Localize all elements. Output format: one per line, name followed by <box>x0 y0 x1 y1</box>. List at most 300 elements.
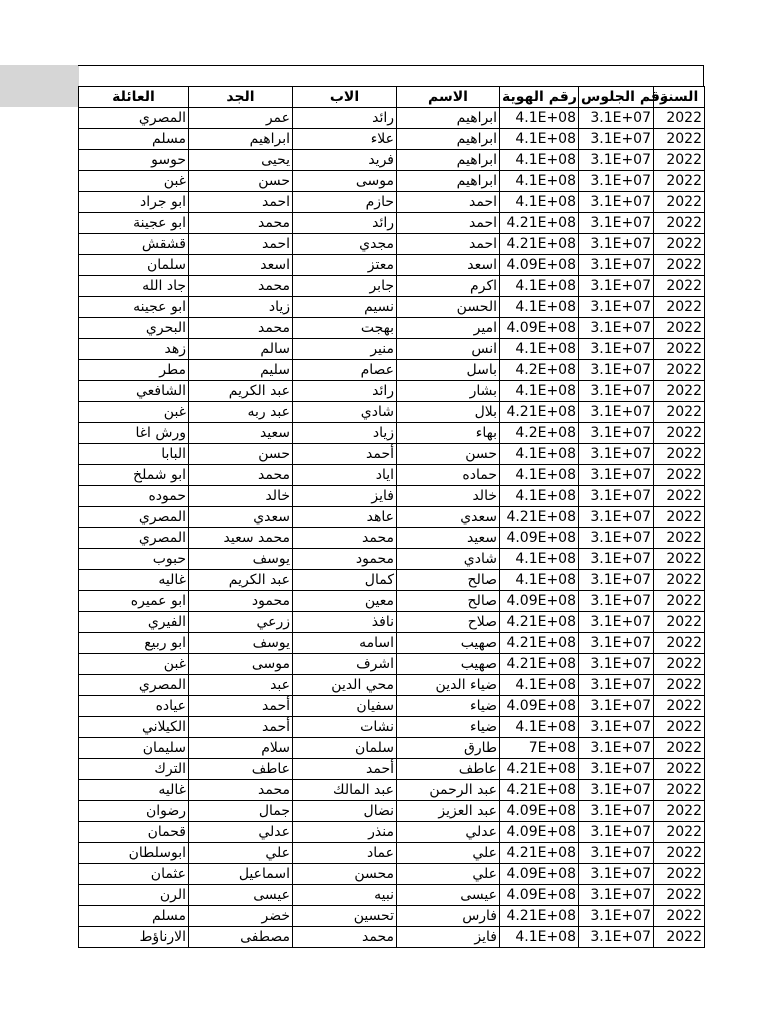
cell-grandfather[interactable]: عبد الكريم <box>189 570 293 591</box>
cell-seat-number[interactable]: 3.1E+07 <box>579 255 654 276</box>
cell-year[interactable]: 2022 <box>654 276 705 297</box>
cell-id-number[interactable]: 4.21E+08 <box>500 402 579 423</box>
cell-family[interactable]: ابو شملخ <box>79 465 189 486</box>
cell-seat-number[interactable]: 3.1E+07 <box>579 612 654 633</box>
cell-grandfather[interactable]: جمال <box>189 801 293 822</box>
cell-year[interactable]: 2022 <box>654 171 705 192</box>
cell-id-number[interactable]: 4.1E+08 <box>500 297 579 318</box>
cell-father[interactable]: بهجت <box>293 318 397 339</box>
cell-grandfather[interactable]: محمد <box>189 213 293 234</box>
cell-family[interactable]: الترك <box>79 759 189 780</box>
cell-grandfather[interactable]: محمد <box>189 276 293 297</box>
cell-id-number[interactable]: 4.1E+08 <box>500 465 579 486</box>
cell-year[interactable]: 2022 <box>654 906 705 927</box>
cell-grandfather[interactable]: خالد <box>189 486 293 507</box>
cell-year[interactable]: 2022 <box>654 150 705 171</box>
cell-grandfather[interactable]: سعيد <box>189 423 293 444</box>
cell-id-number[interactable]: 4.1E+08 <box>500 486 579 507</box>
cell-father[interactable]: جابر <box>293 276 397 297</box>
cell-year[interactable]: 2022 <box>654 885 705 906</box>
cell-grandfather[interactable]: علي <box>189 843 293 864</box>
cell-seat-number[interactable]: 3.1E+07 <box>579 339 654 360</box>
cell-year[interactable]: 2022 <box>654 759 705 780</box>
cell-name[interactable]: حسن <box>397 444 500 465</box>
cell-father[interactable]: نسيم <box>293 297 397 318</box>
cell-year[interactable]: 2022 <box>654 822 705 843</box>
cell-father[interactable]: عاهد <box>293 507 397 528</box>
table-row <box>79 612 705 633</box>
cell-seat-number[interactable]: 3.1E+07 <box>579 381 654 402</box>
cell-seat-number[interactable]: 3.1E+07 <box>579 591 654 612</box>
cell-family[interactable]: غبن <box>79 171 189 192</box>
table-row <box>79 150 705 171</box>
cell-year[interactable]: 2022 <box>654 339 705 360</box>
cell-year[interactable]: 2022 <box>654 108 705 129</box>
cell-id-number[interactable]: 4.1E+08 <box>500 675 579 696</box>
cell-grandfather[interactable]: عبد الكريم <box>189 381 293 402</box>
cell-year[interactable]: 2022 <box>654 927 705 948</box>
cell-family[interactable]: مسلم <box>79 129 189 150</box>
cell-id-number[interactable]: 4.21E+08 <box>500 507 579 528</box>
cell-grandfather[interactable]: أحمد <box>189 696 293 717</box>
cell-name[interactable]: علي <box>397 843 500 864</box>
table-row <box>79 633 705 654</box>
cell-grandfather[interactable]: اسماعيل <box>189 864 293 885</box>
cell-name[interactable]: عاطف <box>397 759 500 780</box>
cell-id-number[interactable]: 4.1E+08 <box>500 129 579 150</box>
cell-id-number[interactable]: 4.1E+08 <box>500 171 579 192</box>
cell-name[interactable]: اكرم <box>397 276 500 297</box>
cell-year[interactable]: 2022 <box>654 255 705 276</box>
cell-id-number[interactable]: 4.1E+08 <box>500 717 579 738</box>
cell-father[interactable]: عبد المالك <box>293 780 397 801</box>
cell-year[interactable]: 2022 <box>654 549 705 570</box>
cell-grandfather[interactable]: موسى <box>189 654 293 675</box>
cell-grandfather[interactable]: أحمد <box>189 717 293 738</box>
cell-id-number[interactable]: 4.09E+08 <box>500 864 579 885</box>
cell-father[interactable]: علاء <box>293 129 397 150</box>
cell-id-number[interactable]: 4.21E+08 <box>500 906 579 927</box>
cell-father[interactable]: شادي <box>293 402 397 423</box>
cell-grandfather[interactable]: يوسف <box>189 549 293 570</box>
cell-year[interactable]: 2022 <box>654 738 705 759</box>
cell-grandfather[interactable]: حسن <box>189 444 293 465</box>
cell-name[interactable]: اسعد <box>397 255 500 276</box>
cell-grandfather[interactable]: سليم <box>189 360 293 381</box>
cell-year[interactable]: 2022 <box>654 318 705 339</box>
cell-father[interactable]: زياد <box>293 423 397 444</box>
cell-name[interactable]: ابراهيم <box>397 108 500 129</box>
cell-family[interactable]: رضوان <box>79 801 189 822</box>
cell-name[interactable]: بلال <box>397 402 500 423</box>
cell-name[interactable]: شادي <box>397 549 500 570</box>
cell-id-number[interactable]: 4.09E+08 <box>500 801 579 822</box>
cell-seat-number[interactable]: 3.1E+07 <box>579 696 654 717</box>
cell-seat-number[interactable]: 3.1E+07 <box>579 465 654 486</box>
cell-family[interactable]: غبن <box>79 402 189 423</box>
cell-father[interactable]: اشرف <box>293 654 397 675</box>
cell-id-number[interactable]: 4.09E+08 <box>500 822 579 843</box>
cell-year[interactable]: 2022 <box>654 381 705 402</box>
cell-family[interactable]: الارناؤط <box>79 927 189 948</box>
cell-family[interactable]: ابو عجينة <box>79 213 189 234</box>
cell-id-number[interactable]: 4.1E+08 <box>500 927 579 948</box>
cell-year[interactable]: 2022 <box>654 843 705 864</box>
cell-year[interactable]: 2022 <box>654 696 705 717</box>
cell-grandfather[interactable]: اسعد <box>189 255 293 276</box>
cell-grandfather[interactable]: احمد <box>189 234 293 255</box>
cell-family[interactable]: قحمان <box>79 822 189 843</box>
cell-name[interactable]: عبد العزيز <box>397 801 500 822</box>
cell-year[interactable]: 2022 <box>654 780 705 801</box>
cell-year[interactable]: 2022 <box>654 297 705 318</box>
cell-name[interactable]: عيسى <box>397 885 500 906</box>
cell-seat-number[interactable]: 3.1E+07 <box>579 549 654 570</box>
cell-family[interactable]: المصري <box>79 675 189 696</box>
cell-family[interactable]: ابوسلطان <box>79 843 189 864</box>
table-row <box>79 717 705 738</box>
cell-seat-number[interactable]: 3.1E+07 <box>579 276 654 297</box>
cell-family[interactable]: حوسو <box>79 150 189 171</box>
cell-seat-number[interactable]: 3.1E+07 <box>579 213 654 234</box>
cell-seat-number[interactable]: 3.1E+07 <box>579 633 654 654</box>
cell-father[interactable]: فايز <box>293 486 397 507</box>
cell-father[interactable]: نضال <box>293 801 397 822</box>
cell-father[interactable]: نبيه <box>293 885 397 906</box>
cell-father[interactable]: أحمد <box>293 759 397 780</box>
cell-id-number[interactable]: 4.1E+08 <box>500 549 579 570</box>
cell-father[interactable]: أحمد <box>293 444 397 465</box>
cell-seat-number[interactable]: 3.1E+07 <box>579 843 654 864</box>
header-grandfather[interactable]: الجد <box>189 87 293 108</box>
cell-seat-number[interactable]: 3.1E+07 <box>579 108 654 129</box>
cell-father[interactable]: عماد <box>293 843 397 864</box>
cell-name[interactable]: ضياء الدين <box>397 675 500 696</box>
cell-name[interactable]: حماده <box>397 465 500 486</box>
cell-family[interactable]: قشقش <box>79 234 189 255</box>
cell-father[interactable]: معتز <box>293 255 397 276</box>
cell-seat-number[interactable]: 3.1E+07 <box>579 717 654 738</box>
cell-year[interactable]: 2022 <box>654 507 705 528</box>
cell-grandfather[interactable]: عدلي <box>189 822 293 843</box>
cell-year[interactable]: 2022 <box>654 675 705 696</box>
cell-family[interactable]: سلمان <box>79 255 189 276</box>
cell-year[interactable]: 2022 <box>654 402 705 423</box>
cell-id-number[interactable]: 4.09E+08 <box>500 885 579 906</box>
cell-name[interactable]: احمد <box>397 213 500 234</box>
cell-name[interactable]: علي <box>397 864 500 885</box>
cell-family[interactable]: البحري <box>79 318 189 339</box>
cell-seat-number[interactable]: 3.1E+07 <box>579 822 654 843</box>
cell-name[interactable]: ضياء <box>397 696 500 717</box>
cell-family[interactable]: حبوب <box>79 549 189 570</box>
cell-father[interactable]: محمد <box>293 927 397 948</box>
cell-year[interactable]: 2022 <box>654 213 705 234</box>
cell-id-number[interactable]: 4.1E+08 <box>500 570 579 591</box>
cell-name[interactable]: صلاح <box>397 612 500 633</box>
cell-name[interactable]: سعيد <box>397 528 500 549</box>
cell-seat-number[interactable]: 3.1E+07 <box>579 318 654 339</box>
cell-name[interactable]: ابراهيم <box>397 129 500 150</box>
cell-year[interactable]: 2022 <box>654 360 705 381</box>
cell-family[interactable]: ابو جراد <box>79 192 189 213</box>
cell-name[interactable]: سعدي <box>397 507 500 528</box>
cell-seat-number[interactable]: 3.1E+07 <box>579 738 654 759</box>
cell-name[interactable]: صهيب <box>397 633 500 654</box>
cell-grandfather[interactable]: محمد <box>189 465 293 486</box>
cell-year[interactable]: 2022 <box>654 717 705 738</box>
cell-id-number[interactable]: 4.1E+08 <box>500 192 579 213</box>
cell-name[interactable]: ضياء <box>397 717 500 738</box>
cell-father[interactable]: اسامه <box>293 633 397 654</box>
cell-family[interactable]: ابو ربيع <box>79 633 189 654</box>
cell-year[interactable]: 2022 <box>654 612 705 633</box>
cell-year[interactable]: 2022 <box>654 528 705 549</box>
table-row <box>79 360 705 381</box>
cell-name[interactable]: صالح <box>397 591 500 612</box>
cell-father[interactable]: نشات <box>293 717 397 738</box>
cell-name[interactable]: ابراهيم <box>397 171 500 192</box>
cell-father[interactable]: سفيان <box>293 696 397 717</box>
cell-family[interactable]: ورش اغا <box>79 423 189 444</box>
cell-father[interactable]: مجدي <box>293 234 397 255</box>
cell-seat-number[interactable]: 3.1E+07 <box>579 360 654 381</box>
cell-grandfather[interactable]: عاطف <box>189 759 293 780</box>
cell-id-number[interactable]: 4.21E+08 <box>500 759 579 780</box>
cell-year[interactable]: 2022 <box>654 192 705 213</box>
cell-id-number[interactable]: 4.21E+08 <box>500 654 579 675</box>
cell-id-number[interactable]: 4.2E+08 <box>500 360 579 381</box>
cell-name[interactable]: انس <box>397 339 500 360</box>
cell-father[interactable]: حازم <box>293 192 397 213</box>
header-id-number[interactable]: رقم الهوية <box>500 87 579 108</box>
cell-family[interactable]: جاد الله <box>79 276 189 297</box>
cell-family[interactable]: غبن <box>79 654 189 675</box>
cell-seat-number[interactable]: 3.1E+07 <box>579 801 654 822</box>
cell-year[interactable]: 2022 <box>654 801 705 822</box>
cell-seat-number[interactable]: 3.1E+07 <box>579 423 654 444</box>
table-row <box>79 339 705 360</box>
cell-seat-number[interactable]: 3.1E+07 <box>579 864 654 885</box>
cell-seat-number[interactable]: 3.1E+07 <box>579 402 654 423</box>
cell-father[interactable]: تحسين <box>293 906 397 927</box>
cell-name[interactable]: ابراهيم <box>397 150 500 171</box>
cell-father[interactable]: معين <box>293 591 397 612</box>
cell-grandfather[interactable]: محمد <box>189 318 293 339</box>
cell-name[interactable]: عبد الرحمن <box>397 780 500 801</box>
cell-seat-number[interactable]: 3.1E+07 <box>579 486 654 507</box>
cell-seat-number[interactable]: 3.1E+07 <box>579 297 654 318</box>
cell-name[interactable]: صالح <box>397 570 500 591</box>
cell-family[interactable]: غاليه <box>79 570 189 591</box>
table-row <box>79 234 705 255</box>
cell-name[interactable]: احمد <box>397 192 500 213</box>
cell-year[interactable]: 2022 <box>654 234 705 255</box>
cell-name[interactable]: صهيب <box>397 654 500 675</box>
cell-grandfather[interactable]: يحيى <box>189 150 293 171</box>
cell-seat-number[interactable]: 3.1E+07 <box>579 150 654 171</box>
header-father[interactable]: الاب <box>293 87 397 108</box>
table-row <box>79 276 705 297</box>
cell-id-number[interactable]: 4.1E+08 <box>500 108 579 129</box>
cell-family[interactable]: المصري <box>79 528 189 549</box>
cell-id-number[interactable]: 4.21E+08 <box>500 213 579 234</box>
cell-name[interactable]: بهاء <box>397 423 500 444</box>
header-family[interactable]: العائلة <box>79 87 189 108</box>
cell-grandfather[interactable]: عبد ربه <box>189 402 293 423</box>
cell-id-number[interactable]: 4.1E+08 <box>500 339 579 360</box>
cell-name[interactable]: فايز <box>397 927 500 948</box>
cell-family[interactable]: المصري <box>79 108 189 129</box>
cell-father[interactable]: نافذ <box>293 612 397 633</box>
cell-father[interactable]: كمال <box>293 570 397 591</box>
cell-family[interactable]: الفيري <box>79 612 189 633</box>
cell-family[interactable]: مسلم <box>79 906 189 927</box>
cell-father[interactable]: رائد <box>293 213 397 234</box>
header-year[interactable]: السنة <box>654 87 705 108</box>
cell-name[interactable]: احمد <box>397 234 500 255</box>
cell-grandfather[interactable]: محمود <box>189 591 293 612</box>
cell-id-number[interactable]: 4.09E+08 <box>500 591 579 612</box>
cell-id-number[interactable]: 4.21E+08 <box>500 780 579 801</box>
cell-grandfather[interactable]: سلام <box>189 738 293 759</box>
cell-family[interactable]: سليمان <box>79 738 189 759</box>
header-name[interactable]: الاسم <box>397 87 500 108</box>
table-row <box>79 801 705 822</box>
cell-family[interactable]: غاليه <box>79 780 189 801</box>
cell-father[interactable]: عصام <box>293 360 397 381</box>
cell-id-number[interactable]: 4.09E+08 <box>500 255 579 276</box>
cell-family[interactable]: المصري <box>79 507 189 528</box>
cell-father[interactable]: فريد <box>293 150 397 171</box>
cell-name[interactable]: باسل <box>397 360 500 381</box>
cell-id-number[interactable]: 4.1E+08 <box>500 276 579 297</box>
cell-name[interactable]: طارق <box>397 738 500 759</box>
header-seat-number[interactable]: رقم الجلوس <box>579 87 654 108</box>
cell-father[interactable]: محي الدين <box>293 675 397 696</box>
cell-father[interactable]: رائد <box>293 381 397 402</box>
cell-id-number[interactable]: 7E+08 <box>500 738 579 759</box>
cell-family[interactable]: الرن <box>79 885 189 906</box>
cell-id-number[interactable]: 4.21E+08 <box>500 633 579 654</box>
cell-father[interactable]: موسى <box>293 171 397 192</box>
cell-seat-number[interactable]: 3.1E+07 <box>579 927 654 948</box>
cell-name[interactable]: خالد <box>397 486 500 507</box>
cell-year[interactable]: 2022 <box>654 570 705 591</box>
cell-year[interactable]: 2022 <box>654 465 705 486</box>
cell-grandfather[interactable]: عيسى <box>189 885 293 906</box>
cell-grandfather[interactable]: خضر <box>189 906 293 927</box>
cell-year[interactable]: 2022 <box>654 444 705 465</box>
cell-grandfather[interactable]: سالم <box>189 339 293 360</box>
cell-id-number[interactable]: 4.09E+08 <box>500 318 579 339</box>
cell-father[interactable]: محسن <box>293 864 397 885</box>
cell-name[interactable]: امير <box>397 318 500 339</box>
cell-seat-number[interactable]: 3.1E+07 <box>579 885 654 906</box>
cell-seat-number[interactable]: 3.1E+07 <box>579 528 654 549</box>
cell-father[interactable]: منير <box>293 339 397 360</box>
table-row <box>79 675 705 696</box>
cell-name[interactable]: عدلي <box>397 822 500 843</box>
cell-father[interactable]: محمد <box>293 528 397 549</box>
cell-year[interactable]: 2022 <box>654 423 705 444</box>
table-row <box>79 318 705 339</box>
cell-seat-number[interactable]: 3.1E+07 <box>579 507 654 528</box>
cell-grandfather[interactable]: احمد <box>189 192 293 213</box>
cell-year[interactable]: 2022 <box>654 633 705 654</box>
cell-seat-number[interactable]: 3.1E+07 <box>579 444 654 465</box>
cell-grandfather[interactable]: زياد <box>189 297 293 318</box>
cell-grandfather[interactable]: محمد سعيد <box>189 528 293 549</box>
cell-seat-number[interactable]: 3.1E+07 <box>579 234 654 255</box>
cell-family[interactable]: الشافعي <box>79 381 189 402</box>
cell-name[interactable]: بشار <box>397 381 500 402</box>
cell-seat-number[interactable]: 3.1E+07 <box>579 192 654 213</box>
cell-seat-number[interactable]: 3.1E+07 <box>579 129 654 150</box>
cell-year[interactable]: 2022 <box>654 129 705 150</box>
cell-family[interactable]: عثمان <box>79 864 189 885</box>
cell-grandfather[interactable]: محمد <box>189 780 293 801</box>
cell-grandfather[interactable]: زرعي <box>189 612 293 633</box>
cell-family[interactable]: الكيلاني <box>79 717 189 738</box>
cell-seat-number[interactable]: 3.1E+07 <box>579 570 654 591</box>
cell-seat-number[interactable]: 3.1E+07 <box>579 759 654 780</box>
cell-grandfather[interactable]: عبد <box>189 675 293 696</box>
cell-father[interactable]: سلمان <box>293 738 397 759</box>
cell-father[interactable]: منذر <box>293 822 397 843</box>
cell-id-number[interactable]: 4.09E+08 <box>500 696 579 717</box>
cell-family[interactable]: مطر <box>79 360 189 381</box>
cell-seat-number[interactable]: 3.1E+07 <box>579 906 654 927</box>
cell-id-number[interactable]: 4.09E+08 <box>500 528 579 549</box>
cell-family[interactable]: عياده <box>79 696 189 717</box>
cell-year[interactable]: 2022 <box>654 654 705 675</box>
cell-family[interactable]: ابو عجينه <box>79 297 189 318</box>
cell-name[interactable]: فارس <box>397 906 500 927</box>
cell-family[interactable]: ابو عميره <box>79 591 189 612</box>
table-row <box>79 654 705 675</box>
cell-id-number[interactable]: 4.21E+08 <box>500 234 579 255</box>
cell-grandfather[interactable]: يوسف <box>189 633 293 654</box>
cell-father[interactable]: رائد <box>293 108 397 129</box>
cell-seat-number[interactable]: 3.1E+07 <box>579 675 654 696</box>
cell-name[interactable]: الحسن <box>397 297 500 318</box>
cell-grandfather[interactable]: ابراهيم <box>189 129 293 150</box>
cell-seat-number[interactable]: 3.1E+07 <box>579 654 654 675</box>
cell-grandfather[interactable]: مصطفى <box>189 927 293 948</box>
cell-father[interactable]: اياد <box>293 465 397 486</box>
cell-father[interactable]: محمود <box>293 549 397 570</box>
cell-seat-number[interactable]: 3.1E+07 <box>579 171 654 192</box>
cell-year[interactable]: 2022 <box>654 591 705 612</box>
cell-id-number[interactable]: 4.21E+08 <box>500 843 579 864</box>
cell-grandfather[interactable]: حسن <box>189 171 293 192</box>
cell-id-number[interactable]: 4.1E+08 <box>500 381 579 402</box>
cell-family[interactable]: حموده <box>79 486 189 507</box>
cell-year[interactable]: 2022 <box>654 486 705 507</box>
cell-grandfather[interactable]: عمر <box>189 108 293 129</box>
cell-id-number[interactable]: 4.1E+08 <box>500 444 579 465</box>
cell-id-number[interactable]: 4.1E+08 <box>500 150 579 171</box>
cell-year[interactable]: 2022 <box>654 864 705 885</box>
cell-seat-number[interactable]: 3.1E+07 <box>579 780 654 801</box>
cell-id-number[interactable]: 4.2E+08 <box>500 423 579 444</box>
cell-grandfather[interactable]: سعدي <box>189 507 293 528</box>
table-row <box>79 906 705 927</box>
cell-family[interactable]: البابا <box>79 444 189 465</box>
cell-id-number[interactable]: 4.21E+08 <box>500 612 579 633</box>
cell-family[interactable]: زهد <box>79 339 189 360</box>
